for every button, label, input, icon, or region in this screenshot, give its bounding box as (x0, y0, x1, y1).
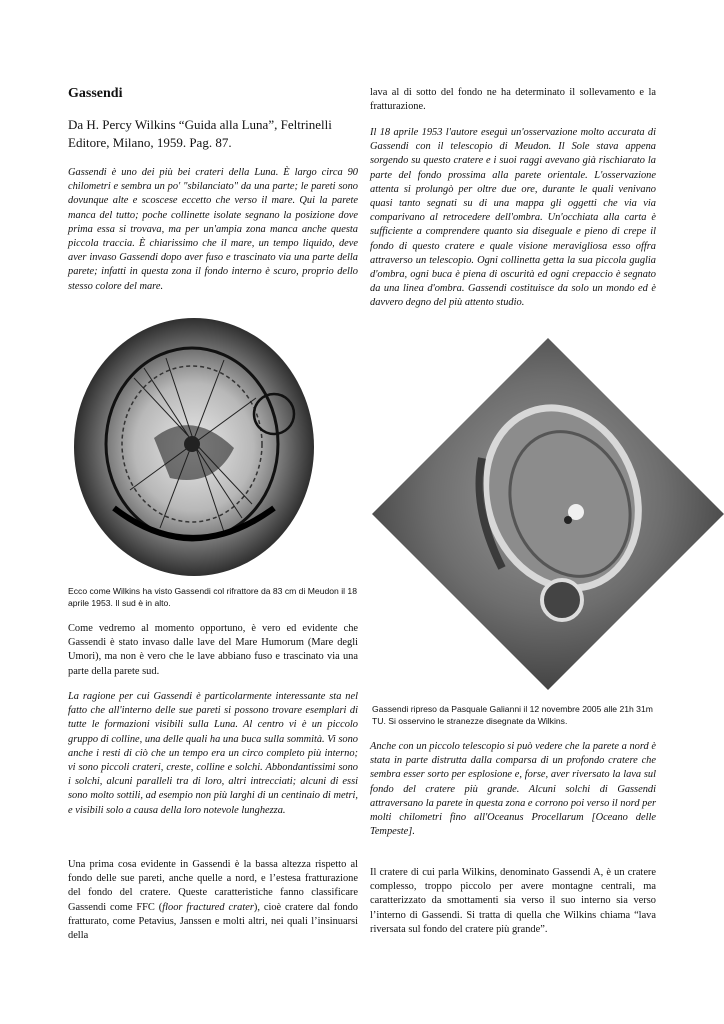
right-paragraph-1: lava al di sotto del fondo ne ha determinato il sollevamento e la fratturazione. (370, 87, 656, 113)
gassendi-photo-figure (372, 338, 724, 690)
photo-diamond (372, 338, 724, 690)
paragraph-3-text-b: ), cioè cratere dal fondo fratturato, come Petavius, Janssen e molti altri, nei quali l’insinuarsi della (68, 901, 358, 942)
wilkins-sketch-figure (74, 318, 314, 576)
sketch-caption: Ecco come Wilkins ha visto Gassendi col rifrattore da 83 cm di Meudon il 18 aprile 1953. Il sud è in alto. (68, 586, 357, 608)
wilkins-quote-4: Anche con un piccolo telescopio si può vedere che la parete a nord è stata in parte distrutta dalla comparsa di un profondo cratere che sembra esser sorto per esplosione e, forse, aver riversato la lava sul fondo del cratere più grande. Alcuni solchi di Gassendi attraversano la parete in questa zona e corrono poi verso il nord per molti chilometri fino all'Oceanus Procellarum [Oceano delle Tempeste]. (370, 741, 656, 838)
article-heading: Gassendi (68, 86, 123, 101)
paragraph-3-emphasis: floor fractured crater (162, 901, 254, 913)
paragraph-2: Come vedremo al momento opportuno, è vero ed evidente che Gassendi è stato invaso dalle lave del Mare Humorum (Mare degli Umori), ma non è vero che le lave abbiano fuso e trascinato via una parte della parete sud. (68, 623, 358, 677)
wilkins-quote-1: Gassendi è uno dei più bei crateri della Luna. È largo circa 90 chilometri e sembra un po' "sbilanciato" da una parte; le pareti sono dovunque alte e scoscese eccetto che verso il mare. Qui la parete manca del tutto; poche collinette isolate segnano la posizione dove prima essa si trovava, ma per un'ampia zona manca anche questa piccola traccia. È chiarissimo che il mare, un tempo liquido, deve aver invaso Gassendi dopo aver fuso e trascinato via una parte della parete; infatti in questa zona il fondo interno è scuro, proprio dello stesso colore del mare. (68, 167, 358, 292)
paragraph-3-text-a: Una prima cosa evidente in Gassendi è la bassa altezza rispetto al fondo delle sue pareti, anche quelle a nord, e l’estesa fratturazione del fondo del cratere. Queste caratteristiche fanno classificare Gassendi come FFC ( (68, 859, 358, 913)
source-citation: Da H. Percy Wilkins “Guida alla Luna”, Feltrinelli Editore, Milano, 1959. Pag. 87. (68, 117, 332, 150)
wilkins-quote-2: La ragione per cui Gassendi è particolarmente interessante sta nel fatto che all'interno delle sue pareti si possono trovare esemplari di tutte le formazioni visibili sulla Luna. Al centro vi è un piccolo gruppo di colline, una delle quali ha una buca sulla sommità. Vi sono anche i resti di ciò che un tempo era un circo completo più interno; vi sono piccoli crateri, creste, colline e solchi. Abbondantissimi sono i solchi, alcuni paralleli tra di loro, altri intrecciati; alcuni di essi sono molto sottili, ad esempio non più larghi di un centinaio di metri, e visibili solo a causa della loro notevole lunghezza. (68, 691, 358, 816)
right-paragraph-2: Il cratere di cui parla Wilkins, denominato Gassendi A, è un cratere complesso, troppo piccolo per avere montagne centrali, ma caratterizzato da smottamenti sia verso il suo interno sia verso l’interno di Gassendi. Si tratta di quella che Wilkins chiama “lava riversata sul fondo del cratere più grande”. (370, 867, 656, 935)
sketch-lines (74, 318, 314, 576)
photo-caption: Gassendi ripreso da Pasquale Galianni il 12 novembre 2005 alle 21h 31m TU. Si osservino le stranezze disegnate da Wilkins. (372, 704, 653, 726)
wilkins-quote-3: Il 18 aprile 1953 l'autore eseguì un'osservazione molto accurata di Gassendi con il telescopio di Meudon. Il Sole stava appena sorgendo su questo cratere e i suoi raggi avevano già rischiarato la parte del fondo prossima alla parete orientale. L'osservazione attenta si prolungò per oltre due ore, durante le quali venivano quasi tanto segnati su di una mappa gli oggetti che via via comparivano al retrocedere dell'ombra. Un'occhiata alla carta è sufficiente a comprendere quanto sia diseguale e pieno di crepe il fondo di questo cratere e quale visione meravigliosa esso offra attraverso un telescopio. Ogni collinetta getta la sua piccola guglia d'ombra, ogni buca è piena di oscurità ed ogni crepaccio è segnato da una linea d'ombra. Gassendi costituisce da solo un mondo ed è davvero degno del più attento studio. (370, 127, 656, 309)
paragraph-3 (68, 858, 358, 943)
